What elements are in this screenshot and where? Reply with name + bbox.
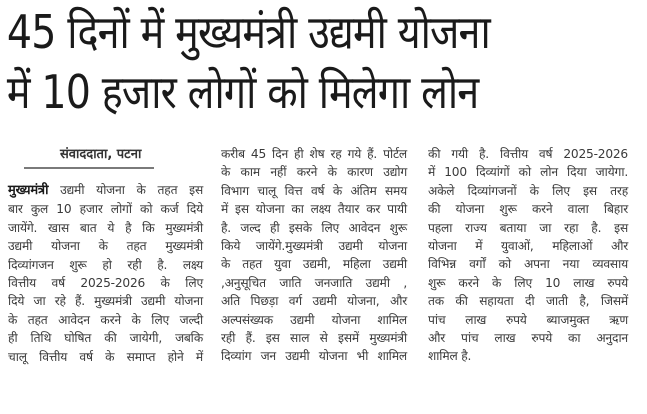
headline [0,4,647,120]
column-line: दिये जा रहे हैं. मुख्यमंत्री उद्यमी योजना [8,294,203,309]
column-line: योजना में युवाओं, महिलाओं और [428,239,628,254]
byline-divider [24,167,154,169]
column-line: अति पिछड़ा वर्ग उद्यमी योजना, और [221,294,407,309]
headline-line-1: 45 दिनों में मुख्यमंत्री उद्यमी योजना [6,5,490,59]
column-line: पांच लाख रुपये ब्याजमुक्त ऋण [428,312,628,327]
lead-line-rest: उद्यमी योजना के तहत इस [48,183,203,197]
article-column-1 [8,181,203,366]
column-line: अकेले दिव्यांगजनों के लिए इस तरह [428,183,628,198]
article-column-3 [428,145,628,366]
column-line: रही हैं. इस साल से इसमें मुख्यमंत्री [221,331,407,346]
headline-line-2: में 10 हजार लोगों को मिलेगा लोन [6,65,479,119]
column-line: की गयी है. वित्तीय वर्ष 2025-2026 [428,147,628,161]
article-column-2 [221,145,407,366]
byline: संवाददाता, पटना [60,147,142,162]
column-line: अल्पसंख्यक उद्यमी योजना शामिल [221,312,407,327]
column-line: है. जल्द ही इसके लिए आवेदन शुरू [221,220,407,235]
column-line: शुरू करने के लिए 10 लाख रुपये [428,275,628,290]
column-line: ही तिथि घोषित की जायेगी, जबकि [8,331,203,346]
column-line: विभिन्न वर्गों को अपना नया व्यवसाय [428,257,628,272]
column-line: और पांच लाख रुपये का अनुदान [428,331,628,346]
column-line: तक की सहायता दी जाती है, जिसमें [428,294,628,309]
column-line: ,अनुसूचित जाति जनजाति उद्यमी , [221,275,407,290]
column-line: पहला राज्य बताया जा रहा है. इस [428,220,628,235]
column-line: विभाग चालू वित्त वर्ष के अंतिम समय [221,183,407,198]
column-line: चालू वित्तीय वर्ष के समाप्त होने में [8,349,203,364]
column-line: के तहत आवेदन करने के लिए जल्दी [8,312,203,327]
column-line: के काम नहीं करने के कारण उद्योग [221,165,407,180]
column-line: बार कुल 10 हजार लोगों को कर्ज दिये [8,202,203,217]
column-line: दिव्यांगजन शुरू हो रही है. लक्ष्य [8,257,203,272]
column-line: के तहत युवा उद्यमी, महिला उद्यमी [221,257,407,272]
column-line: करीब 45 दिन ही शेष रह गये हैं. पोर्टल [221,147,407,161]
column-line: उद्यमी योजना के तहत मुख्यमंत्री [8,239,203,254]
column-line: की योजना शुरू करने वाला बिहार [428,202,628,217]
column-line: में 100 दिव्यांगों को लोन दिया जायेगा. [428,165,628,180]
column-line: किये जायेंगे.मुख्यमंत्री उद्यमी योजना [221,239,407,254]
column-line [8,181,203,200]
lead-word: मुख्यमंत्री [8,183,49,198]
column-line: शामिल है. [428,349,472,364]
column-line: वित्तीय वर्ष 2025-2026 के लिए [8,276,203,291]
column-line: जायेंगे. खास बात ये है कि मुख्यमंत्री [8,220,203,235]
column-line: दिव्यांग जन उद्यमी योजना भी शामिल [221,349,407,364]
column-line: में इस योजना का लक्ष्य तैयार कर पायी [221,202,407,217]
